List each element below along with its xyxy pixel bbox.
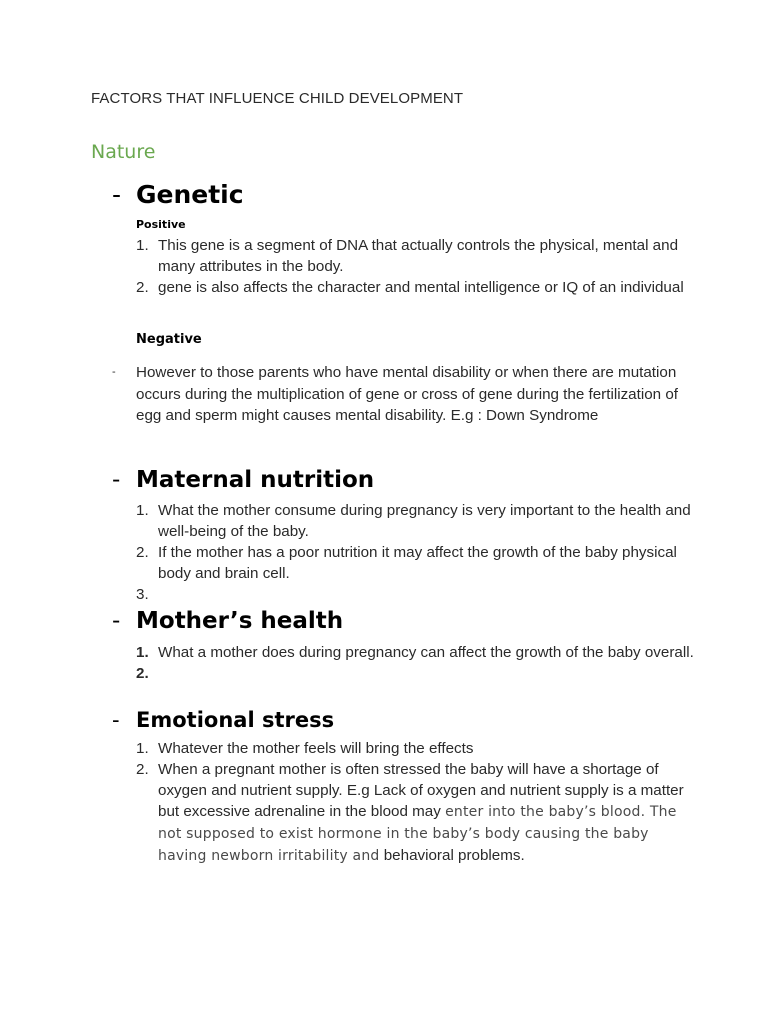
label-positive: Positive — [136, 218, 186, 231]
list-item-text: When a pregnant mother is often stressed the baby will have a shortage of oxygen and nutrient supply. E.g Lack of oxygen and nutrient supply is a matter but excessive adrenaline in the blood may — [158, 761, 684, 820]
list-item-text: gene is also affects the character and mental intelligence or IQ of an individual — [158, 279, 684, 296]
heading-dash: - — [112, 708, 120, 732]
label-negative: Negative — [136, 332, 202, 347]
list-item — [136, 663, 696, 684]
list-item-text: What the mother consume during pregnancy is very important to the health and well-being of the baby. — [158, 502, 691, 540]
list-number: 1. — [136, 740, 149, 757]
list-item — [136, 277, 696, 298]
list-number: 1. — [136, 502, 149, 519]
heading-text: Maternal nutrition — [136, 467, 375, 493]
heading-genetic — [112, 180, 244, 209]
negative-text: However to those parents who have mental disability or when there are mutation occurs during the multiplication of gene or cross of gene during the fertilization of egg and sperm might causes mental disability. E.g : Down Syndrome — [136, 364, 678, 424]
list-number: 2. — [136, 761, 149, 778]
list-item-text: Whatever the mother feels will bring the effects — [158, 740, 474, 757]
list-item — [136, 235, 696, 277]
heading-maternal-nutrition — [112, 467, 374, 493]
bullet-dash: - — [112, 366, 116, 378]
list-number: 2. — [136, 665, 149, 682]
list-item-text: What a mother does during pregnancy can affect the growth of the baby overall. — [158, 644, 694, 661]
list-item-text: This gene is a segment of DNA that actually controls the physical, mental and many attributes in the body. — [158, 237, 679, 275]
list-item-text-end: behavioral problems. — [383, 847, 525, 864]
list-item — [136, 759, 696, 867]
list-number: 1. — [136, 644, 149, 661]
document-title: FACTORS THAT INFLUENCE CHILD DEVELOPMENT — [91, 90, 464, 107]
list-number: 3. — [136, 586, 149, 603]
heading-dash: - — [112, 467, 121, 493]
list-mothers-health — [136, 642, 696, 684]
heading-text: Mother’s health — [136, 608, 344, 634]
heading-mothers-health — [112, 608, 343, 634]
list-number: 2. — [136, 544, 149, 561]
list-genetic-positive — [136, 235, 696, 298]
list-item — [136, 584, 696, 605]
heading-emotional-stress — [112, 708, 334, 732]
list-number: 2. — [136, 279, 149, 296]
section-heading-nature: Nature — [91, 141, 156, 163]
heading-text: Emotional stress — [136, 708, 335, 732]
negative-paragraph — [112, 362, 692, 427]
list-item — [136, 500, 696, 542]
list-item-text-light: enter into the baby’s blood. The not supposed to exist hormone in the baby’s body causing the baby having newborn irritability and — [158, 804, 677, 864]
list-number: 1. — [136, 237, 149, 254]
list-maternal-nutrition — [136, 500, 696, 605]
list-emotional-stress — [136, 738, 696, 867]
list-item — [136, 642, 696, 663]
list-item — [136, 738, 696, 759]
heading-text: Genetic — [136, 180, 244, 209]
list-item-text: If the mother has a poor nutrition it may affect the growth of the baby physical body and brain cell. — [158, 544, 677, 582]
list-item — [136, 542, 696, 584]
heading-dash: - — [112, 180, 122, 209]
heading-dash: - — [112, 608, 121, 634]
